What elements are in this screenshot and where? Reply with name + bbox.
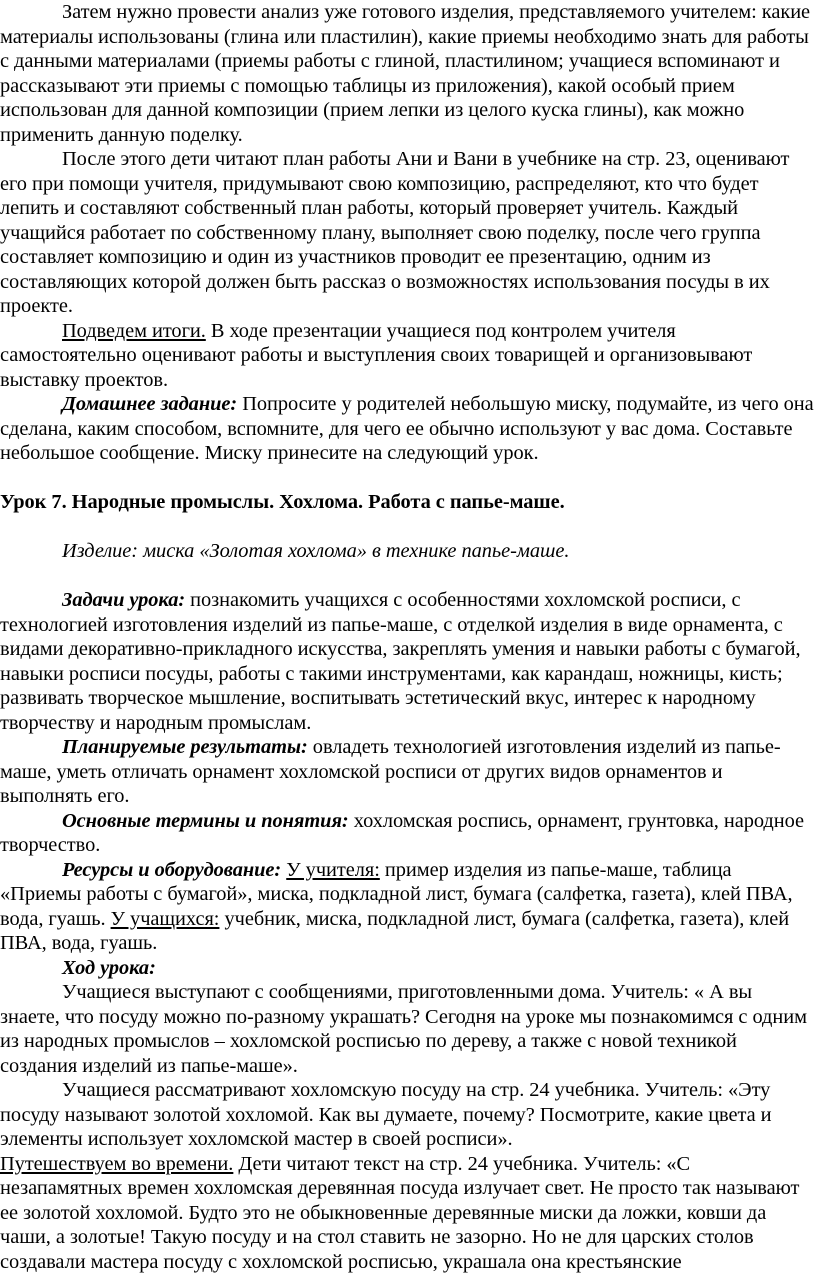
tasks-label: Задачи урока: (62, 589, 185, 611)
lesson-title: Урок 7. Народные промыслы. Хохлома. Работа с папье-маше. (0, 490, 814, 515)
time-travel-label: Путешествуем во времени. (0, 1153, 233, 1175)
paragraph-summary (0, 319, 814, 393)
spacer (0, 564, 814, 589)
terms-text: хохломская роспись, орнамент, грунтовка, народное творчество. (0, 810, 804, 857)
time-travel-text: Дети читают текст на стр. 24 учебника. Учитель: «С незапамятных времен хохломская деревянная посуда излучает свет. Не просто так называют ее золотой хохломой. Будто это не обыкновенные деревянные миски да ложки, ковши да чаши, а золотые! Такую посуду и на стол ставить не зазорно. Но не для царских столов создавали мастера посуду с хохломской росписью, украшала она крестьянские (0, 1153, 799, 1273)
paragraph-product-analysis: Затем нужно провести анализ уже готового изделия, представляемого учителем: какие материалы использованы (глина или пластилин), какие приемы необходимо знать для работы с данными материалами (приемы работы с глиной, пластилином; учащиеся вспоминают и рассказывают эти приемы с помощью таблицы из приложения), какой особый прием использован для данной композиции (прием лепки из целого куска глины), как можно применить данную поделку. (0, 0, 814, 147)
resources-teacher-text: пример изделия из папье-маше, таблица «Приемы работы с бумагой», миска, подкладной лист, бумага (салфетка, газета), клей ПВА, вода, гуашь. (0, 859, 793, 930)
paragraph-resources (0, 858, 814, 956)
results-text: овладеть технологией изготовления изделий из папье-маше, уметь отличать орнамент хохломской росписи от других видов орнаментов и выполнять его. (0, 736, 781, 807)
resources-teacher-label: У учителя: (286, 859, 380, 881)
paragraph-results (0, 735, 814, 809)
tasks-text: познакомить учащихся с особенностями хохломской росписи, с технологией изготовления изделий из папье-маше, с отделкой изделия в виде орнамента, с видами декоративно-прикладного искусства, закреплять умения и навыки работы с бумагой, навыки росписи посуды, работы с такими инструментами, как карандаш, ножницы, кисть; развивать творческое мышление, воспитывать эстетический вкус, интерес к народному творчеству и народным промыслам. (0, 589, 801, 734)
results-label: Планируемые результаты: (62, 736, 308, 758)
paragraph-time-travel (0, 1152, 814, 1274)
resources-students-text: учебник, миска, подкладной лист, бумага (салфетка, газета), клей ПВА, вода, гуашь. (0, 908, 789, 955)
homework-text: Попросите у родителей небольшую миску, подумайте, из чего она сделана, каким способом, вспомните, для чего ее обычно используют у вас дома. Составьте небольшое сообщение. Миску принесите на следующий урок. (0, 393, 814, 464)
course-heading: Ход урока: (0, 956, 814, 981)
resources-students-label: У учащихся: (111, 908, 220, 930)
paragraph-terms (0, 809, 814, 858)
resources-label: Ресурсы и оборудование: (62, 859, 281, 881)
summary-label: Подведем итоги. (62, 320, 206, 342)
paragraph-presentations: Учащиеся выступают с сообщениями, приготовленными дома. Учитель: « А вы знаете, что посуду можно по-разному украшать? Сегодня на уроке мы познакомимся с одним из народных промыслов – хохломской росписью по дереву, а также с новой техникой создания изделий из папье-маше». (0, 980, 814, 1078)
spacer (0, 515, 814, 540)
paragraph-tasks (0, 588, 814, 735)
homework-label: Домашнее задание: (62, 393, 237, 415)
paragraph-work-plan: После этого дети читают план работы Ани и Вани в учебнике на стр. 23, оценивают его при помощи учителя, придумывают свою композицию, распределяют, кто что будет лепить и составляют собственный план работы, который проверяет учитель. Каждый учащийся работает по собственному плану, выполняет свою поделку, после чего группа составляет композицию и один из участников проводит ее презентацию, одним из составляющих которой должен быть рассказ о возможностях использования посуды в их проекте. (0, 147, 814, 319)
paragraph-homework (0, 392, 814, 466)
summary-text: В ходе презентации учащиеся под контролем учителя самостоятельно оценивают работы и выступления своих товарищей и организовывают выставку проектов. (0, 320, 752, 391)
paragraph-khokhloma-dishes: Учащиеся рассматривают хохломскую посуду на стр. 24 учебника. Учитель: «Эту посуду называют золотой хохломой. Как вы думаете, почему? Посмотрите, какие цвета и элементы использует хохломской мастер в своей росписи». (0, 1078, 814, 1152)
product-line: Изделие: миска «Золотая хохлома» в технике папье-маше. (0, 539, 814, 564)
spacer (0, 466, 814, 491)
terms-label: Основные термины и понятия: (62, 810, 349, 832)
